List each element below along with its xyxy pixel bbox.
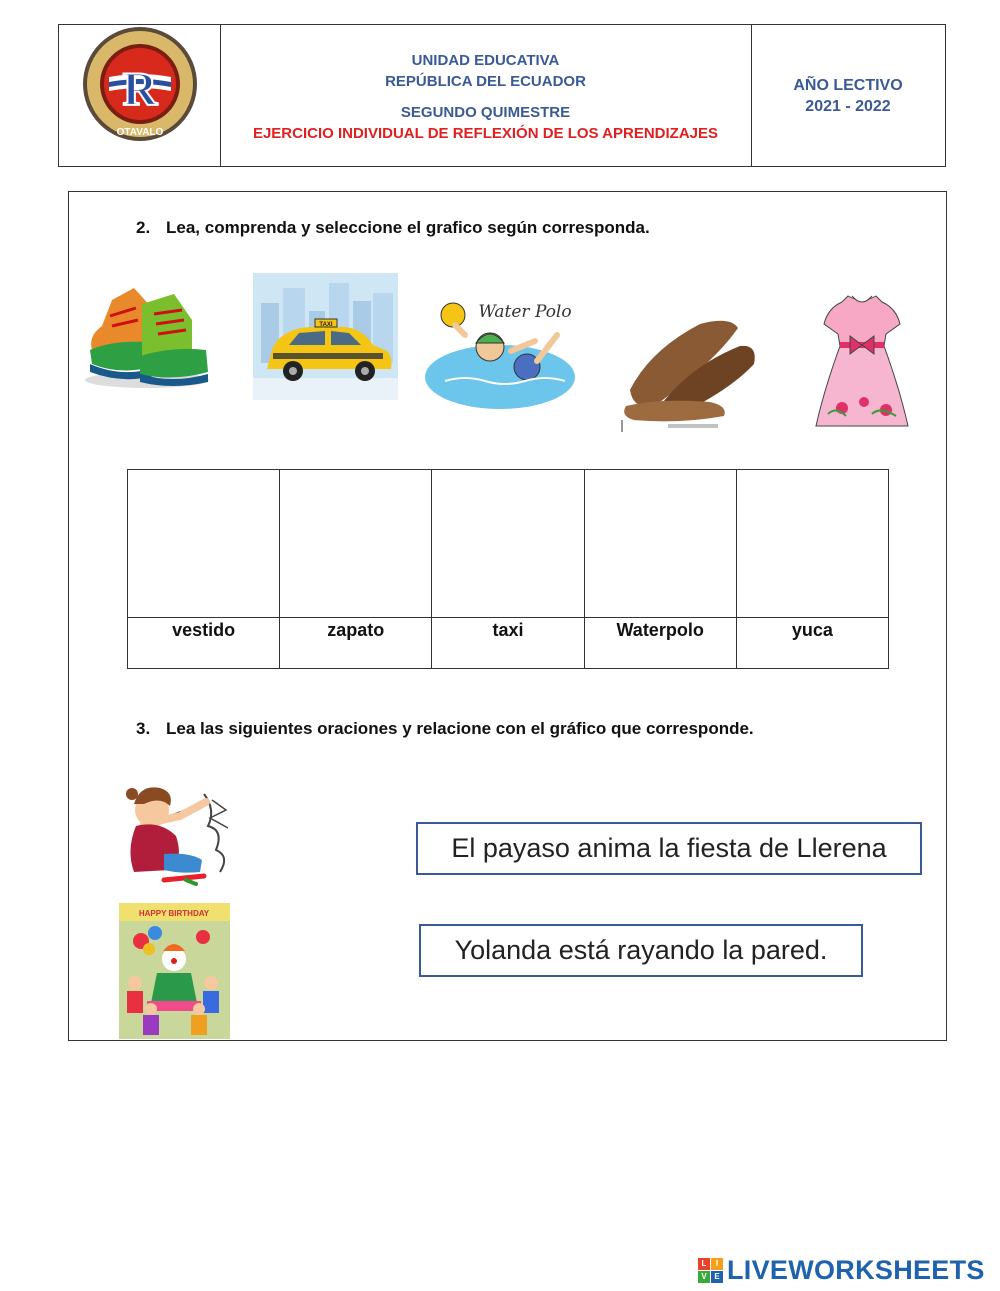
school-title-cell <box>220 25 752 166</box>
word-label: yuca <box>736 618 888 669</box>
question-2-number: 2. <box>136 218 151 237</box>
title-line-2: REPÚBLICA DEL ECUADOR <box>385 73 586 90</box>
question-3-text: Lea las siguientes oraciones y relacione con el gráfico que corresponde. <box>166 719 754 738</box>
drop-cell-taxi[interactable] <box>432 470 584 618</box>
question-2-text: Lea, comprenda y seleccione el grafico según corresponda. <box>166 218 650 237</box>
child-drawing-on-wall-icon[interactable] <box>120 780 240 892</box>
sentence-box-1[interactable] <box>416 822 922 875</box>
school-logo-icon <box>81 25 199 143</box>
question-3-title <box>136 719 754 739</box>
drop-cell-yuca[interactable] <box>736 470 888 618</box>
school-logo-cell <box>59 25 221 166</box>
title-line-3: SEGUNDO QUIMESTRE <box>400 104 571 121</box>
liveworksheets-brand <box>698 1254 985 1286</box>
taxi-icon[interactable] <box>253 273 398 400</box>
word-label: Waterpolo <box>584 618 736 669</box>
svg-text:OTAVALO: OTAVALO <box>116 127 164 138</box>
title-line-1: UNIDAD EDUCATIVA <box>411 52 560 69</box>
brand-logo-icon: L I V E <box>698 1258 723 1283</box>
shoes-icon[interactable] <box>82 280 212 392</box>
worksheet-header <box>58 24 946 167</box>
drop-cell-waterpolo[interactable] <box>584 470 736 618</box>
sentence-box-2[interactable] <box>419 924 863 977</box>
sentence-text-2: Yolanda está rayando la pared. <box>454 935 828 965</box>
drop-row <box>128 470 889 618</box>
sentence-text-1: El payaso anima la fiesta de Llerena <box>451 833 887 863</box>
word-label: taxi <box>432 618 584 669</box>
word-label: vestido <box>128 618 280 669</box>
question-2-title <box>136 218 650 238</box>
year-label: AÑO LECTIVO <box>793 77 903 94</box>
brand-text: LIVEWORKSHEETS <box>727 1254 985 1285</box>
birthday-party-clown-icon[interactable] <box>119 903 230 1039</box>
drop-cell-vestido[interactable] <box>128 470 280 618</box>
svg-text:R: R <box>122 63 158 116</box>
dress-icon[interactable] <box>812 290 912 432</box>
word-row <box>128 618 889 669</box>
yuca-icon[interactable] <box>620 310 760 432</box>
svg-text:HAPPY BIRTHDAY: HAPPY BIRTHDAY <box>138 909 210 918</box>
svg-text:Water Polo: Water Polo <box>478 302 572 322</box>
question-3-number: 3. <box>136 719 151 738</box>
word-label: zapato <box>280 618 432 669</box>
answer-table <box>127 469 889 669</box>
title-line-4: EJERCICIO INDIVIDUAL DE REFLEXIÓN DE LOS APRENDIZAJES <box>252 125 719 142</box>
svg-text:TAXI: TAXI <box>319 322 333 328</box>
school-year-cell <box>751 25 945 166</box>
water-polo-icon[interactable] <box>425 285 580 413</box>
drop-cell-zapato[interactable] <box>280 470 432 618</box>
year-value: 2021 - 2022 <box>805 98 891 115</box>
